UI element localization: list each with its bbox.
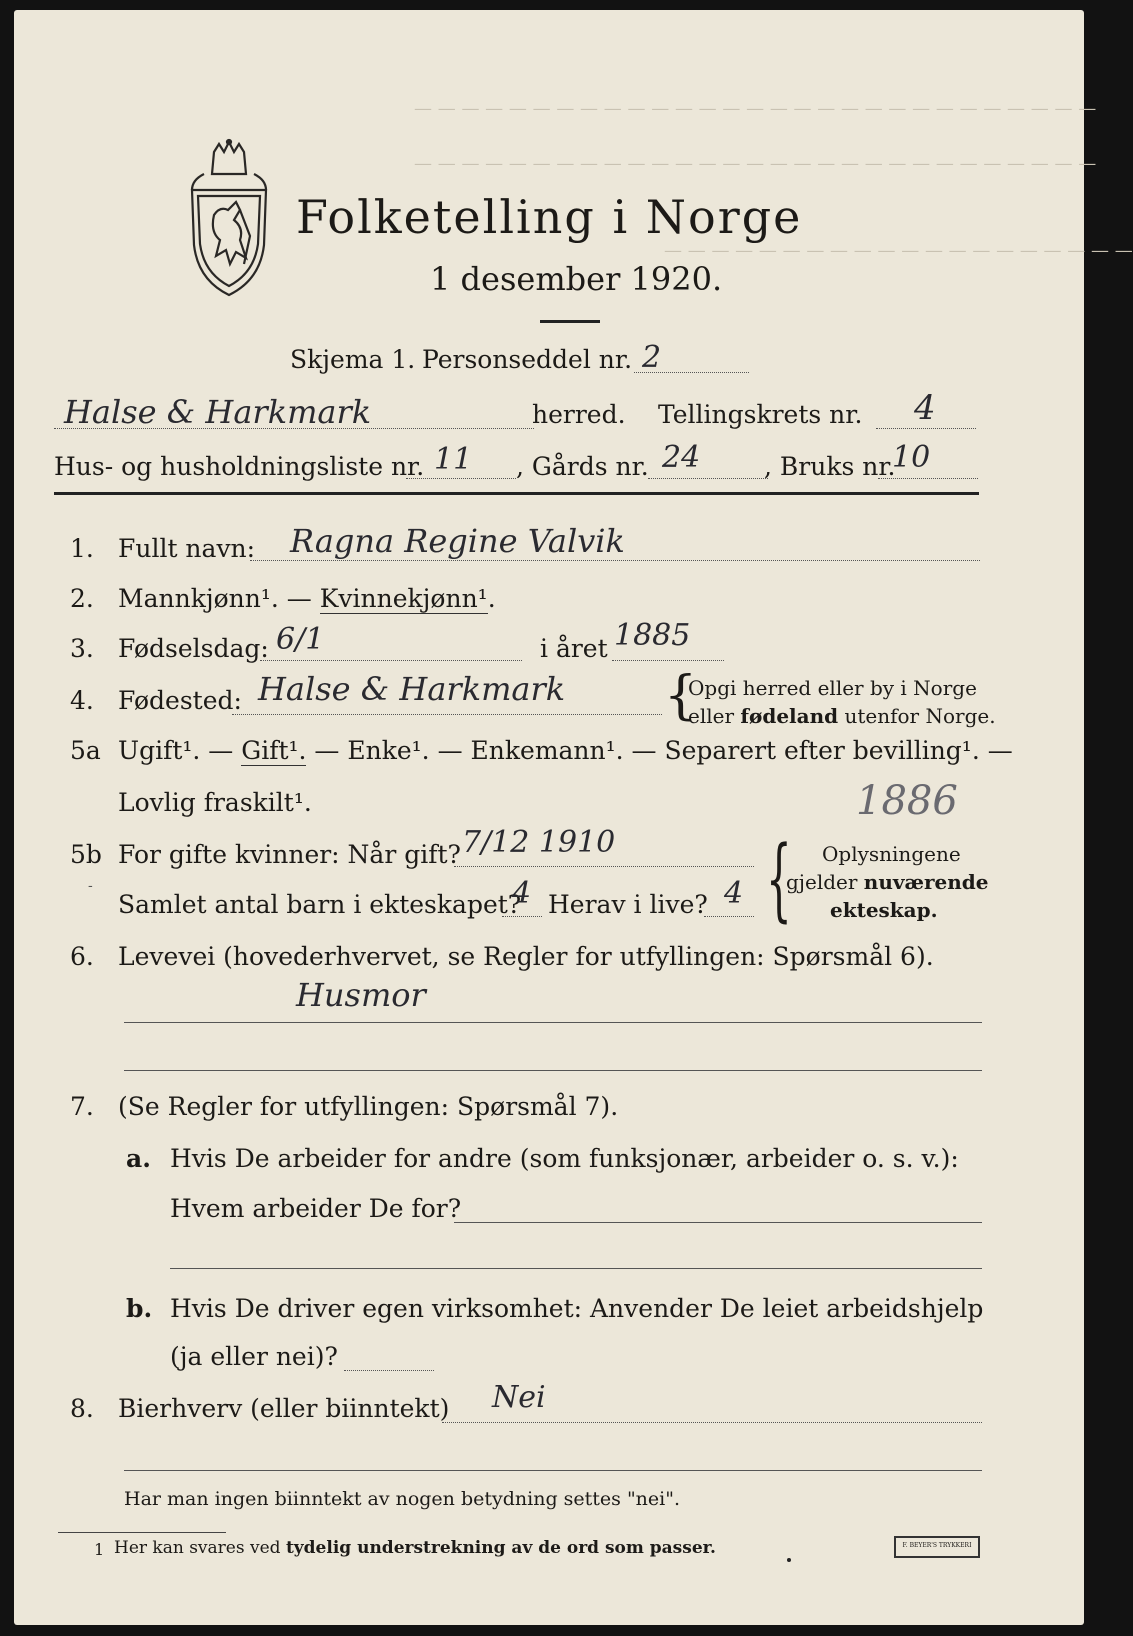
footnote-text: Her kan svares ved tydelig understrekning av de ord som passer. <box>114 1538 716 1558</box>
q4-number: 4. <box>70 686 94 715</box>
q1-number: 1. <box>70 534 94 563</box>
q7b-text: Hvis De driver egen virksomhet: Anvender De leiet arbeidshjelp <box>170 1294 984 1323</box>
occupation-value: Husmor <box>296 976 426 1014</box>
full-name-value: Ragna Regine Valvik <box>290 522 625 560</box>
q4-note-line2: eller fødeland utenfor Norge. <box>688 704 996 728</box>
herred-field <box>54 428 534 429</box>
census-form <box>14 10 1133 1625</box>
occupation-line2 <box>124 1070 982 1071</box>
personseddel-value: 2 <box>642 340 662 375</box>
q7b-letter: b. <box>126 1294 153 1323</box>
q3-number: 3. <box>70 634 94 663</box>
children-value: 4 <box>512 876 532 911</box>
q5a-number: 5a <box>70 736 101 765</box>
header-divider <box>54 492 979 495</box>
q4-label: Fødested: <box>118 686 242 715</box>
ink-dot <box>787 1558 791 1562</box>
alive-field <box>704 916 754 917</box>
q5b-note-line1: Oplysningene <box>822 842 961 866</box>
gards-value: 24 <box>662 440 701 475</box>
q5b-number: 5b <box>70 840 102 869</box>
q6-label: Levevei (hovederhvervet, se Regler for utfyllingen: Spørsmål 6). <box>118 942 934 971</box>
bleed-through-text: — — — — — — — — — — — — — — — — — — — — — — — — — — — — — <box>414 98 1097 119</box>
birthday-field <box>260 660 522 661</box>
q4-brace: { <box>664 666 698 726</box>
q8-label: Bierhverv (eller biinntekt) <box>118 1394 450 1423</box>
q6-number: 6. <box>70 942 94 971</box>
side-income-field <box>442 1422 982 1423</box>
q8-number: 8. <box>70 1394 94 1423</box>
q3-label: Fødselsdag: <box>118 634 269 663</box>
skjema-label: Skjema 1. <box>290 345 416 374</box>
bruks-field <box>878 478 978 479</box>
q4-note-line1: Opgi herred eller by i Norge <box>688 676 977 700</box>
q7a-letter: a. <box>126 1144 151 1173</box>
hired-help-field[interactable] <box>344 1370 434 1371</box>
footnote-number: 1 <box>94 1540 105 1559</box>
bleed-through-text: — — — — — — — — — — — — — — — — — — — — — — — — — — — — — <box>414 153 1097 174</box>
tellingskrets-field <box>876 428 976 429</box>
personseddel-label: Personseddel nr. <box>422 345 633 374</box>
birthday-value: 6/1 <box>276 622 325 657</box>
q5b-label: For gifte kvinner: Når gift? <box>118 840 461 869</box>
q1-label: Fullt navn: <box>118 534 256 563</box>
birthplace-value: Halse & Harkmark <box>258 670 566 708</box>
bruks-label: , Bruks nr. <box>764 452 896 481</box>
birth-year-field <box>612 660 724 661</box>
option-ugift[interactable]: Ugift¹. — <box>118 736 242 765</box>
note-nei: Har man ingen biinntekt av nogen betydning settes "nei". <box>124 1488 681 1510</box>
q2-number: 2. <box>70 584 94 613</box>
alive-value: 4 <box>724 876 744 911</box>
side-income-value: Nei <box>492 1380 546 1415</box>
q5b-note-line2: gjelder nuværende <box>786 870 989 894</box>
year-label: i året <box>540 634 608 663</box>
q7a-text: Hvis De arbeider for andre (som funksjonær, arbeider o. s. v.): <box>170 1144 959 1173</box>
tellingskrets-value: 4 <box>914 388 936 428</box>
q5a-options <box>118 736 1013 765</box>
birthplace-field <box>232 714 662 715</box>
alive-label: Herav i live? <box>548 890 708 919</box>
form-date: 1 desember 1920. <box>430 260 723 298</box>
personseddel-field <box>634 372 749 373</box>
q7a-question: Hvem arbeider De for? <box>170 1194 462 1223</box>
employer-field[interactable] <box>454 1222 982 1223</box>
q7-number: 7. <box>70 1092 94 1121</box>
option-lovlig-fraskilt[interactable]: Lovlig fraskilt¹. <box>118 788 312 817</box>
married-date-value: 7/12 1910 <box>462 825 616 860</box>
footnote-rule <box>58 1532 226 1533</box>
q7b-question: (ja eller nei)? <box>170 1342 338 1371</box>
tellingskrets-label: Tellingskrets nr. <box>658 400 863 429</box>
printer-stamp: F. BEYER'S TRYKKERI <box>894 1536 980 1558</box>
hus-field <box>406 478 516 479</box>
q5b-brace: { <box>766 827 792 932</box>
occupation-line1 <box>124 1022 982 1023</box>
coat-of-arms-icon <box>184 140 274 300</box>
children-label: Samlet antal barn i ekteskapet? <box>118 890 522 919</box>
employer-field-line2[interactable] <box>170 1268 982 1269</box>
gards-field <box>648 478 768 479</box>
children-field <box>502 916 542 917</box>
pencil-correction: 1886 <box>856 778 958 824</box>
birth-year-value: 1885 <box>614 618 691 653</box>
option-gift-underlined[interactable]: Gift¹. <box>241 736 307 765</box>
option-kvinnekjonn-underlined[interactable]: Kvinnekjønn¹ <box>319 584 488 613</box>
side-income-line2 <box>124 1470 982 1471</box>
herred-label: herred. <box>532 400 626 429</box>
title-rule <box>540 320 600 323</box>
form-title: Folketelling i Norge <box>296 190 803 244</box>
married-date-field <box>454 866 754 867</box>
bruks-value: 10 <box>892 440 931 475</box>
gards-label: , Gårds nr. <box>516 452 649 481</box>
q5b-note-line3: ekteskap. <box>830 898 938 922</box>
q7-label: (Se Regler for utfyllingen: Spørsmål 7). <box>118 1092 619 1121</box>
hus-value: 11 <box>434 442 473 477</box>
q2-options: Mannkjønn¹. — Kvinnekjønn¹. <box>118 584 496 613</box>
stray-mark: - <box>88 878 93 894</box>
full-name-field <box>250 560 980 561</box>
option-mannkjonn[interactable]: Mannkjønn¹. — <box>118 584 320 613</box>
bleed-through-text: — — — — — — — — — — — — — — — — — — — — <box>664 240 1133 261</box>
option-others[interactable]: — Enke¹. — Enkemann¹. — Separert efter bevilling¹. — <box>306 736 1013 765</box>
hus-label: Hus- og husholdningsliste nr. <box>54 452 425 481</box>
herred-value: Halse & Harkmark <box>64 393 372 431</box>
